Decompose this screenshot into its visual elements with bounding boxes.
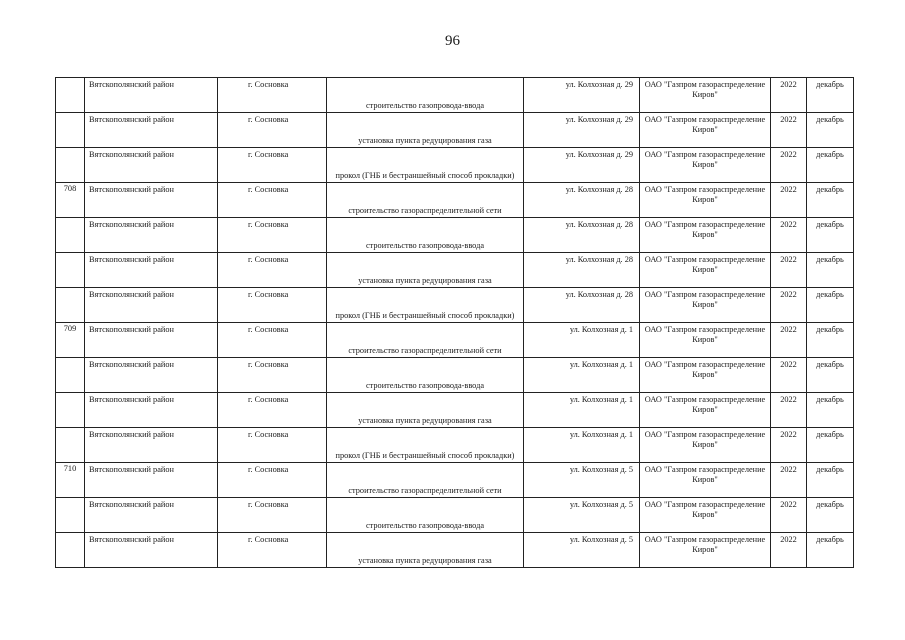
work-type-cell: установка пункта редуцирования газа — [327, 253, 524, 288]
locality-cell: г. Сосновка — [218, 498, 327, 533]
locality-cell: г. Сосновка — [218, 148, 327, 183]
month-cell: декабрь — [807, 358, 854, 393]
locality-cell: г. Сосновка — [218, 288, 327, 323]
table-row — [56, 498, 854, 533]
organization-cell: ОАО "Газпром газораспределение Киров" — [640, 288, 771, 323]
work-type-cell: прокол (ГНБ и бестраншейный способ прокладки) — [327, 288, 524, 323]
address-cell: ул. Колхозная д. 1 — [524, 393, 640, 428]
table-row — [56, 358, 854, 393]
month-cell: декабрь — [807, 148, 854, 183]
work-type-cell: строительство газораспределительной сети — [327, 323, 524, 358]
district-cell: Вятскополянский район — [85, 498, 218, 533]
locality-cell: г. Сосновка — [218, 323, 327, 358]
address-cell: ул. Колхозная д. 28 — [524, 253, 640, 288]
address-cell: ул. Колхозная д. 29 — [524, 78, 640, 113]
month-cell: декабрь — [807, 78, 854, 113]
row-number: 710 — [56, 463, 85, 498]
row-number — [56, 428, 85, 463]
work-type-cell: строительство газопровода-ввода — [327, 218, 524, 253]
locality-cell: г. Сосновка — [218, 533, 327, 568]
year-cell: 2022 — [771, 428, 807, 463]
district-cell: Вятскополянский район — [85, 78, 218, 113]
organization-cell: ОАО "Газпром газораспределение Киров" — [640, 113, 771, 148]
locality-cell: г. Сосновка — [218, 183, 327, 218]
year-cell: 2022 — [771, 253, 807, 288]
address-cell: ул. Колхозная д. 5 — [524, 498, 640, 533]
address-cell: ул. Колхозная д. 28 — [524, 288, 640, 323]
table-row — [56, 183, 854, 218]
work-type-cell: строительство газопровода-ввода — [327, 498, 524, 533]
month-cell: декабрь — [807, 113, 854, 148]
district-cell: Вятскополянский район — [85, 428, 218, 463]
district-cell: Вятскополянский район — [85, 253, 218, 288]
organization-cell: ОАО "Газпром газораспределение Киров" — [640, 148, 771, 183]
organization-cell: ОАО "Газпром газораспределение Киров" — [640, 183, 771, 218]
work-type-cell: установка пункта редуцирования газа — [327, 393, 524, 428]
district-cell: Вятскополянский район — [85, 323, 218, 358]
work-type-cell: строительство газопровода-ввода — [327, 358, 524, 393]
page-number: 96 — [445, 33, 460, 49]
address-cell: ул. Колхозная д. 1 — [524, 428, 640, 463]
work-type-cell: строительство газораспределительной сети — [327, 463, 524, 498]
address-cell: ул. Колхозная д. 5 — [524, 533, 640, 568]
row-number — [56, 148, 85, 183]
month-cell: декабрь — [807, 498, 854, 533]
table-row — [56, 393, 854, 428]
month-cell: декабрь — [807, 533, 854, 568]
table-row — [56, 533, 854, 568]
address-cell: ул. Колхозная д. 1 — [524, 358, 640, 393]
month-cell: декабрь — [807, 288, 854, 323]
work-type-cell: прокол (ГНБ и бестраншейный способ прокладки) — [327, 148, 524, 183]
address-cell: ул. Колхозная д. 29 — [524, 148, 640, 183]
month-cell: декабрь — [807, 393, 854, 428]
year-cell: 2022 — [771, 288, 807, 323]
row-number — [56, 218, 85, 253]
organization-cell: ОАО "Газпром газораспределение Киров" — [640, 463, 771, 498]
row-number — [56, 78, 85, 113]
work-type-cell: установка пункта редуцирования газа — [327, 113, 524, 148]
table-body — [56, 78, 854, 568]
month-cell: декабрь — [807, 183, 854, 218]
work-type-cell: прокол (ГНБ и бестраншейный способ прокладки) — [327, 428, 524, 463]
district-cell: Вятскополянский район — [85, 533, 218, 568]
year-cell: 2022 — [771, 78, 807, 113]
row-number — [56, 498, 85, 533]
table-row — [56, 253, 854, 288]
locality-cell: г. Сосновка — [218, 428, 327, 463]
locality-cell: г. Сосновка — [218, 78, 327, 113]
organization-cell: ОАО "Газпром газораспределение Киров" — [640, 323, 771, 358]
year-cell: 2022 — [771, 113, 807, 148]
address-cell: ул. Колхозная д. 29 — [524, 113, 640, 148]
row-number — [56, 393, 85, 428]
table-row — [56, 288, 854, 323]
table-row — [56, 113, 854, 148]
month-cell: декабрь — [807, 428, 854, 463]
table-row — [56, 218, 854, 253]
locality-cell: г. Сосновка — [218, 463, 327, 498]
district-cell: Вятскополянский район — [85, 218, 218, 253]
row-number: 709 — [56, 323, 85, 358]
district-cell: Вятскополянский район — [85, 183, 218, 218]
year-cell: 2022 — [771, 358, 807, 393]
organization-cell: ОАО "Газпром газораспределение Киров" — [640, 428, 771, 463]
table-row — [56, 148, 854, 183]
year-cell: 2022 — [771, 463, 807, 498]
organization-cell: ОАО "Газпром газораспределение Киров" — [640, 253, 771, 288]
locality-cell: г. Сосновка — [218, 253, 327, 288]
table-row — [56, 428, 854, 463]
address-cell: ул. Колхозная д. 28 — [524, 218, 640, 253]
row-number — [56, 113, 85, 148]
district-cell: Вятскополянский район — [85, 288, 218, 323]
gasification-schedule-table — [55, 77, 854, 568]
locality-cell: г. Сосновка — [218, 218, 327, 253]
organization-cell: ОАО "Газпром газораспределение Киров" — [640, 218, 771, 253]
organization-cell: ОАО "Газпром газораспределение Киров" — [640, 498, 771, 533]
district-cell: Вятскополянский район — [85, 463, 218, 498]
year-cell: 2022 — [771, 498, 807, 533]
locality-cell: г. Сосновка — [218, 393, 327, 428]
address-cell: ул. Колхозная д. 28 — [524, 183, 640, 218]
address-cell: ул. Колхозная д. 1 — [524, 323, 640, 358]
organization-cell: ОАО "Газпром газораспределение Киров" — [640, 533, 771, 568]
month-cell: декабрь — [807, 253, 854, 288]
year-cell: 2022 — [771, 323, 807, 358]
year-cell: 2022 — [771, 218, 807, 253]
month-cell: декабрь — [807, 323, 854, 358]
work-type-cell: строительство газораспределительной сети — [327, 183, 524, 218]
table-row — [56, 463, 854, 498]
organization-cell: ОАО "Газпром газораспределение Киров" — [640, 78, 771, 113]
district-cell: Вятскополянский район — [85, 393, 218, 428]
row-number — [56, 533, 85, 568]
table-row — [56, 323, 854, 358]
year-cell: 2022 — [771, 393, 807, 428]
month-cell: декабрь — [807, 463, 854, 498]
locality-cell: г. Сосновка — [218, 358, 327, 393]
district-cell: Вятскополянский район — [85, 113, 218, 148]
table-row — [56, 78, 854, 113]
work-type-cell: строительство газопровода-ввода — [327, 78, 524, 113]
row-number — [56, 288, 85, 323]
district-cell: Вятскополянский район — [85, 148, 218, 183]
year-cell: 2022 — [771, 533, 807, 568]
district-cell: Вятскополянский район — [85, 358, 218, 393]
organization-cell: ОАО "Газпром газораспределение Киров" — [640, 393, 771, 428]
row-number — [56, 358, 85, 393]
row-number — [56, 253, 85, 288]
month-cell: декабрь — [807, 218, 854, 253]
row-number: 708 — [56, 183, 85, 218]
address-cell: ул. Колхозная д. 5 — [524, 463, 640, 498]
locality-cell: г. Сосновка — [218, 113, 327, 148]
year-cell: 2022 — [771, 148, 807, 183]
work-type-cell: установка пункта редуцирования газа — [327, 533, 524, 568]
organization-cell: ОАО "Газпром газораспределение Киров" — [640, 358, 771, 393]
year-cell: 2022 — [771, 183, 807, 218]
